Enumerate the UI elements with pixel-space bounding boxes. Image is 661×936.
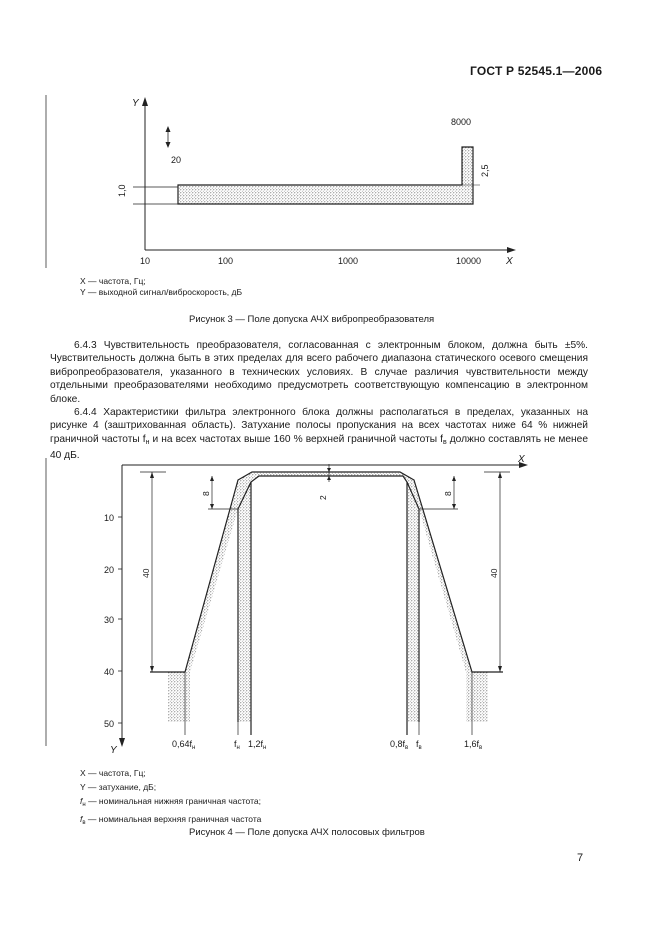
section-6-4-4-sub-1: н — [145, 438, 150, 446]
figure-3-label-2-5: 2,5 — [480, 164, 490, 177]
freq-label-sub: н — [192, 745, 196, 751]
section-6-4-4-text-3: должно составлять не менее 40 дБ. — [50, 433, 588, 462]
figure-4-label-8-right: 8 — [443, 491, 453, 496]
legend-symbol: f — [80, 814, 83, 824]
figure-3-legend-line: Y — выходной сигнал/виброскорость, дБ — [80, 286, 243, 297]
figure-3-y-letter: Y — [132, 98, 139, 109]
freq-label-main: 1,2f — [248, 739, 264, 749]
figure-3-y-arrow — [142, 97, 148, 106]
figure-4-freq-label — [234, 739, 240, 751]
figure-4-dim-arrow — [210, 504, 214, 509]
freq-label-sub: н — [263, 745, 267, 751]
legend-text: — номинальная нижняя граничная частота; — [85, 796, 261, 806]
figure-4-label-2: 2 — [318, 495, 328, 500]
figure-4-label-40-right: 40 — [489, 568, 499, 578]
freq-label-main: f — [234, 739, 237, 749]
figure-4-y-letter: Y — [110, 745, 117, 756]
figure-4-dim-arrow — [327, 476, 331, 480]
figure-4-y-tick: 30 — [104, 615, 115, 625]
figure-3-label-20: 20 — [171, 155, 182, 165]
figure-4-y-tick: 40 — [104, 667, 115, 677]
figure-4-legend-line — [80, 794, 261, 812]
section-6-4-4-text-1: 6.4.4 Характеристики фильтра электронного блока должны располагаться в пределах, указанных на рисунке 4 (заштрихованная область). Затухание полосы пропускания на всех частотах ниже 64 % нижней граничной частоты f — [50, 407, 588, 445]
figure-4-tolerance-region — [168, 472, 488, 722]
figure-3-legend — [80, 276, 242, 297]
legend-symbol: f — [80, 796, 83, 806]
figure-3-caption: Рисунок 3 — Поле допуска АЧХ вибропреобразователя — [189, 314, 435, 325]
figure-3-x-tick: 10000 — [456, 256, 482, 266]
figure-4-outer-boundary — [150, 472, 503, 672]
figure-4-dim-arrow — [327, 468, 331, 472]
freq-label-sub: в — [405, 745, 409, 751]
figure-3-x-tick: 100 — [218, 256, 234, 266]
figure-3-label-1-0: 1,0 — [117, 184, 127, 197]
figure-4-label-8-left: 8 — [201, 491, 211, 496]
figure-3-x-tick: 10 — [140, 256, 151, 266]
section-6-4-4-text-2: и на всех частотах выше 160 % верхней граничной частоты f — [149, 433, 443, 445]
figure-4-y-tick: 20 — [104, 565, 115, 575]
legend-symbol-sub: н — [82, 802, 86, 808]
freq-label-sub: в — [479, 745, 483, 751]
page-number: 7 — [577, 852, 584, 864]
figure-3-tolerance-band — [178, 147, 473, 204]
figure-4-label-40-left: 40 — [141, 568, 151, 578]
section-6-4-3 — [50, 339, 588, 406]
figure-3-x-tick: 1000 — [338, 256, 359, 266]
figure-4-dim-arrow — [452, 504, 456, 509]
figure-3-arrow-up — [166, 126, 171, 132]
figure-4-legend-line: Y — затухание, дБ; — [80, 782, 157, 792]
freq-label-main: 1,6f — [464, 739, 480, 749]
figure-3-label-8000: 8000 — [451, 117, 472, 127]
figure-3-arrow-down — [166, 142, 171, 148]
freq-label-main: f — [416, 739, 419, 749]
figure-4-dim-arrow — [210, 476, 214, 481]
figure-4-freq-label — [248, 739, 266, 751]
section-6-4-3-text: 6.4.3 Чувствительность преобразователя, согласованная с электронным блоком, должна быть ±5%. Чувствительность должна быть в этих пределах для всего рабочего диапазона статического осевого смещения вибропреобразователя, указанного в технических условиях. В случае различия чувствительности между отдельными преобразователями необходимо предусмотреть соответствующую компенсацию в электронном блоке. — [50, 340, 588, 405]
figure-4-y-tick: 50 — [104, 719, 115, 729]
figure-4-dim-arrow — [498, 472, 502, 478]
figure-4-chart — [0, 450, 661, 760]
legend-symbol-sub: в — [82, 820, 86, 826]
figure-3-x-arrow — [507, 247, 516, 253]
figure-3-chart — [0, 0, 661, 300]
freq-label-main: 0,64f — [172, 739, 193, 749]
figure-4-x-letter: X — [518, 454, 525, 465]
figure-4-dim-arrow — [452, 476, 456, 481]
figure-4-y-tick: 10 — [104, 513, 115, 523]
legend-text: — номинальная верхняя граничная частота — [85, 814, 262, 824]
figure-4-freq-label — [416, 739, 422, 751]
figure-4-dim-arrow — [150, 472, 154, 478]
freq-label-sub: н — [236, 745, 240, 751]
figure-3-x-letter: X — [506, 256, 513, 267]
figure-4-legend — [80, 766, 261, 830]
figure-4-legend-line: X — частота, Гц; — [80, 768, 146, 778]
figure-4-freq-label — [172, 739, 195, 751]
figure-4-y-arrow — [119, 738, 125, 747]
figure-3-legend-line: X — частота, Гц; — [80, 276, 146, 286]
freq-label-main: 0,8f — [390, 739, 406, 749]
figure-4-freq-label — [390, 739, 408, 751]
document-header: ГОСТ Р 52545.1—2006 — [470, 64, 603, 78]
freq-label-sub: в — [418, 745, 422, 751]
figure-4-caption: Рисунок 4 — Поле допуска АЧХ полосовых фильтров — [189, 827, 425, 838]
section-6-4-4-sub-2: в — [442, 438, 447, 446]
figure-4-dim-arrow — [498, 666, 502, 672]
figure-4-freq-label — [464, 739, 482, 751]
figure-4-inner-boundary — [238, 476, 419, 722]
figure-4-dim-arrow — [150, 666, 154, 672]
